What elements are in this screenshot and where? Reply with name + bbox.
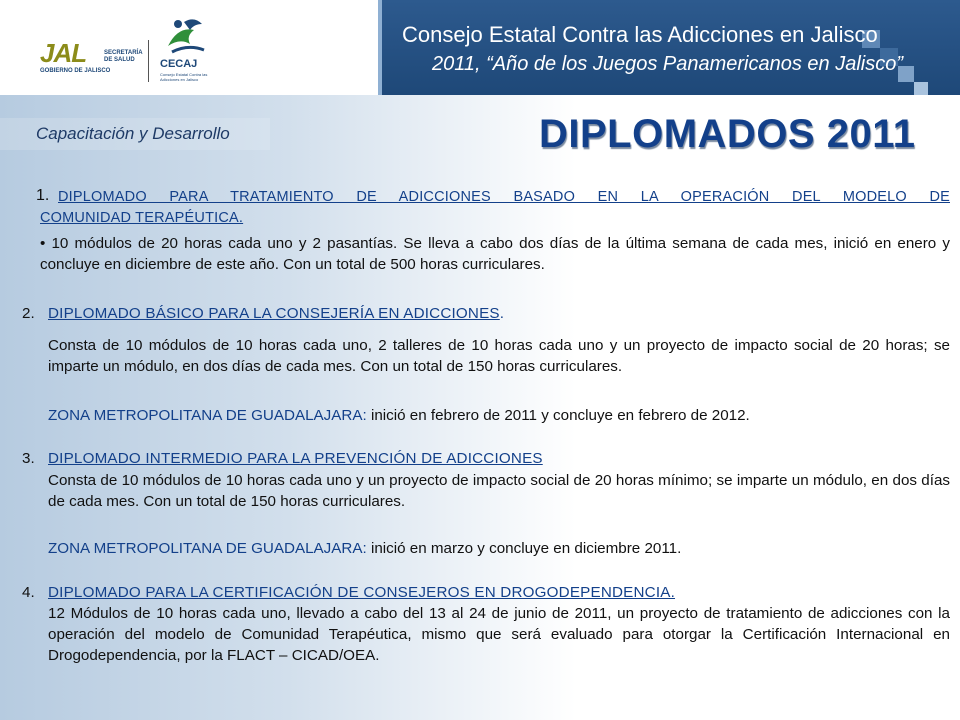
item-number: 2. <box>22 305 35 322</box>
page-title: DIPLOMADOS 2011 <box>539 112 916 156</box>
item-body: • 10 módulos de 20 horas cada uno y 2 pasantías. Se lleva a cabo dos días de la última semana de cada mes, inició en enero y concluye en diciembre de este año. Con un total de 500 horas curriculares. <box>40 235 950 273</box>
zona-text: inició en marzo y concluye en diciembre 2011. <box>366 540 682 557</box>
section-subtitle: Capacitación y Desarrollo <box>36 124 230 143</box>
item-body: Consta de 10 módulos de 10 horas cada uno y un proyecto de impacto social de 20 horas mínimo; se imparte un módulo, en dos días de cada mes. Con un total de 150 horas curriculares. <box>48 472 950 510</box>
cecaj-logo: CECAJ <box>160 58 198 70</box>
item-body: 12 Módulos de 10 horas cada uno, llevado a cabo del 13 al 24 de junio de 2011, un proyecto de tratamiento de adicciones con la operación del modelo de Comunidad Terapéutica, mismo que será evaluado para otorgar la Certificación Internacional en Drogodependencia, por la FLACT – CICAD/OEA. <box>48 605 950 664</box>
item-body: Consta de 10 módulos de 10 horas cada uno, 2 talleres de 10 horas cada uno y un proyecto de impacto social de 20 horas; se imparte un módulo, en dos días de cada mes. Con un total de 150 horas curriculares. <box>48 337 950 375</box>
zona-label: ZONA METROPOLITANA DE GUADALAJARA: <box>48 407 367 424</box>
item-number: 1. <box>36 187 50 204</box>
item-heading: DIPLOMADO BÁSICO PARA LA CONSEJERÍA EN ADICCIONES <box>48 305 500 322</box>
item-heading-row <box>48 303 504 324</box>
item-heading-suffix: . <box>499 305 504 322</box>
item-number: 4. <box>22 584 35 601</box>
item-number: 3. <box>22 450 35 467</box>
zona-row <box>48 405 750 426</box>
secretaria-label: SECRETARÍA DE SALUD <box>104 50 143 63</box>
item-heading: COMUNIDAD TERAPÉUTICA. <box>40 210 244 226</box>
zona-row <box>48 538 681 559</box>
item-heading: DIPLOMADO PARA LA CERTIFICACIÓN DE CONSEJEROS EN DROGODEPENDENCIA. <box>48 584 676 601</box>
jal-logo: JAL <box>40 38 87 68</box>
item-heading: DIPLOMADO PARA TRATAMIENTO DE ADICCIONES BASADO EN LA OPERACIÓN DEL MODELO DE <box>58 189 950 205</box>
header-title: Consejo Estatal Contra las Adicciones en Jalisco <box>402 22 878 47</box>
zona-text: inició en febrero de 2011 y concluye en febrero de 2012. <box>366 407 750 424</box>
header-subtitle: 2011, “Año de los Juegos Panamericanos en Jalisco” <box>432 53 904 75</box>
item-heading: DIPLOMADO INTERMEDIO PARA LA PREVENCIÓN DE ADICCIONES <box>48 450 543 467</box>
jal-logo-subtitle: GOBIERNO DE JALISCO <box>40 68 111 74</box>
zona-label: ZONA METROPOLITANA DE GUADALAJARA: <box>48 540 367 557</box>
cecaj-logo-subtitle: Consejo Estatal Contra las Adicciones en Jalisco <box>160 72 208 82</box>
